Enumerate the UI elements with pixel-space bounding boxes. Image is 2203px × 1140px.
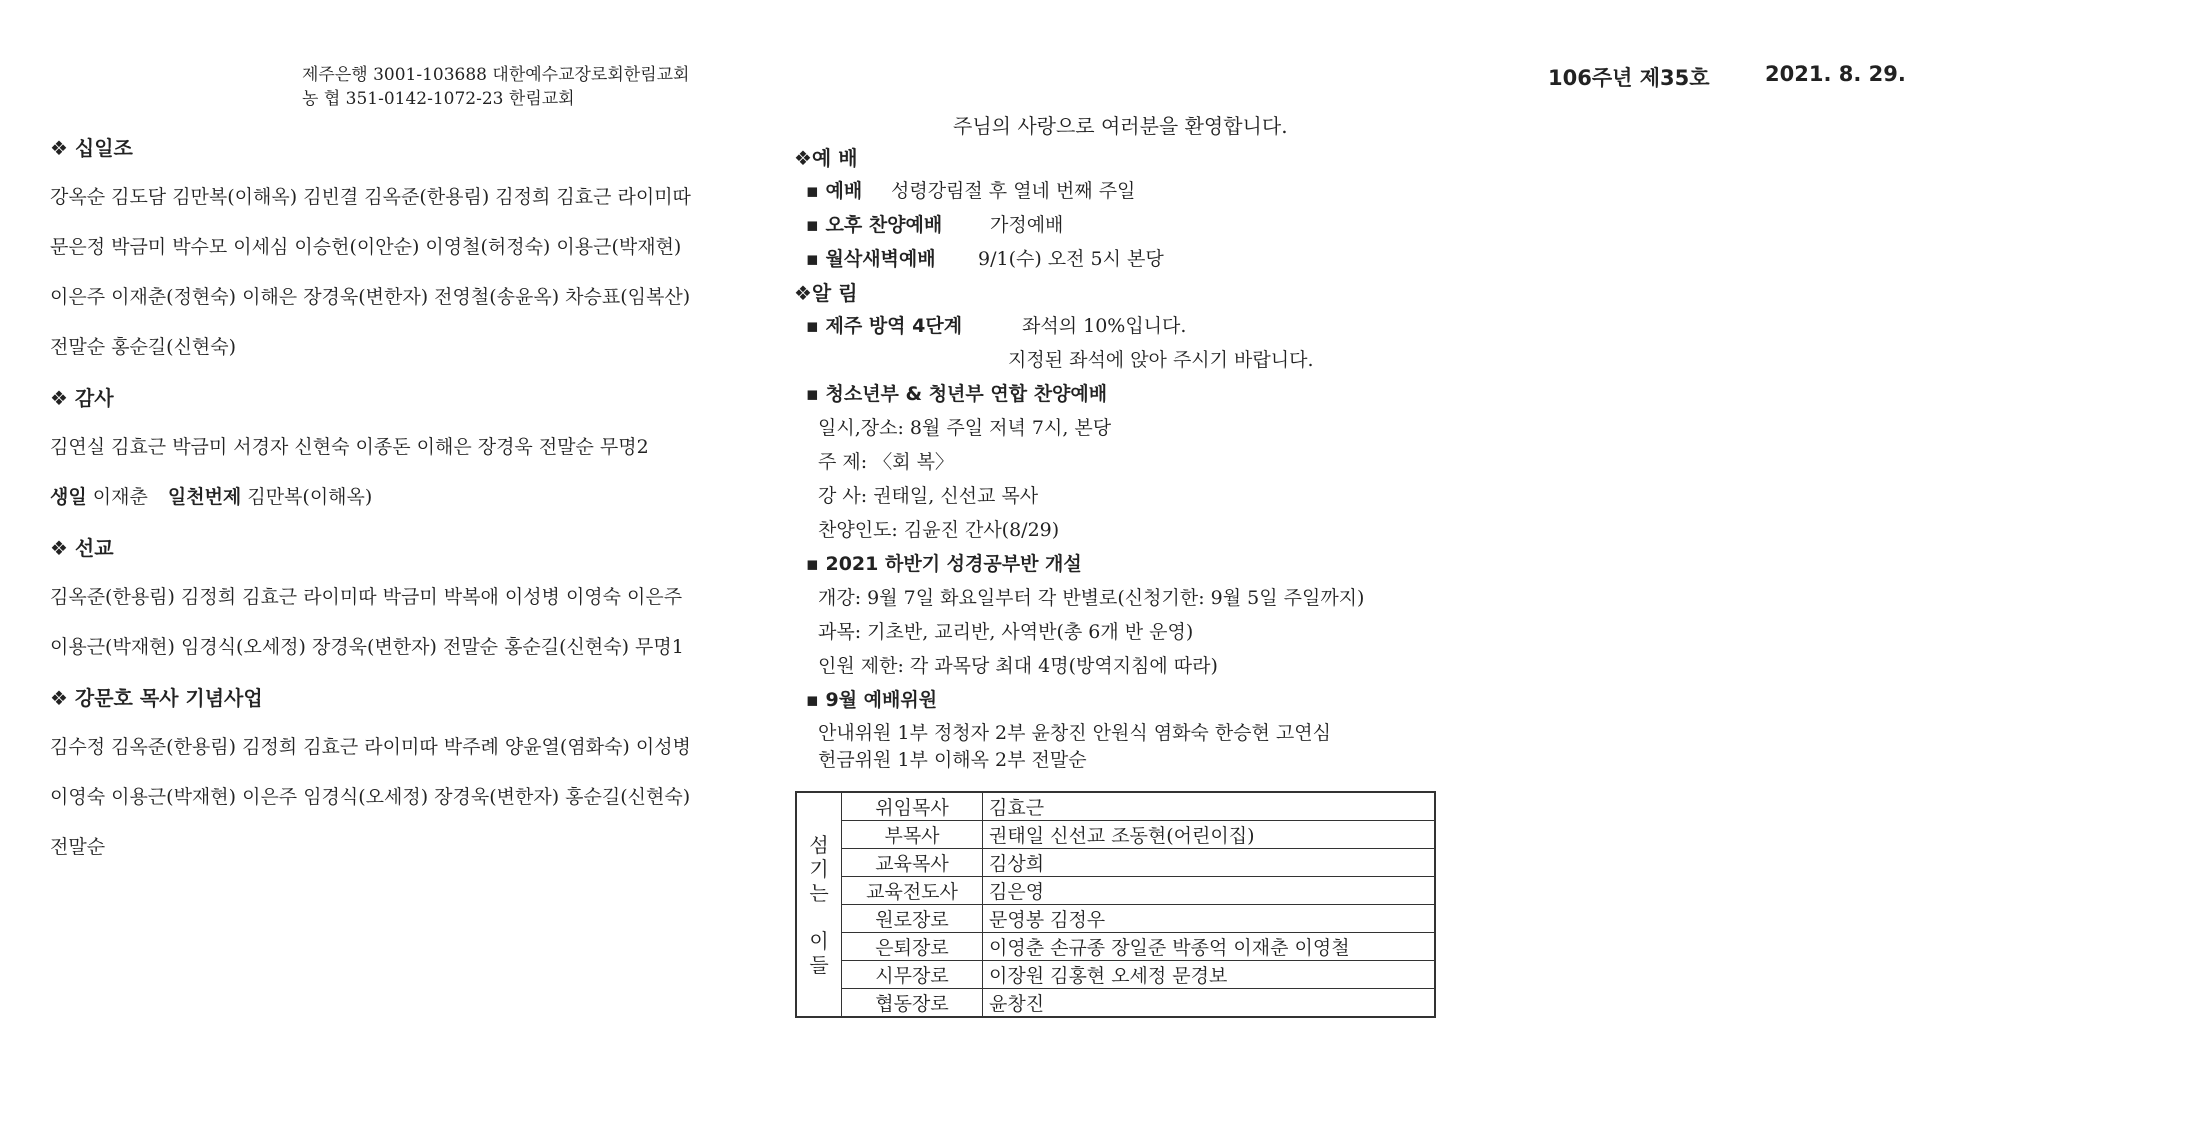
staff-names: 문영봉 김정우 — [983, 905, 1436, 933]
notice-detail: 인원 제한: 각 과목당 최대 4명(방역지침에 따라) — [818, 655, 1218, 677]
side-char: 이 — [809, 928, 829, 953]
staff-names: 권태일 신선교 조동현(어린이집) — [983, 821, 1436, 849]
birthday-row — [50, 482, 372, 509]
staff-names: 김상희 — [983, 849, 1436, 877]
side-spacer — [797, 905, 841, 929]
worship-title: ❖예 배 — [794, 146, 858, 170]
staff-role: 은퇴장로 — [842, 933, 983, 961]
issue-date: 2021. 8. 29. — [1765, 62, 1906, 86]
staff-names: 김효근 — [983, 792, 1436, 821]
notice-detail: 안내위원 1부 정청자 2부 윤창진 안원식 염화숙 한승현 고연심 — [818, 722, 1331, 744]
worship-item-value: 가정예배 — [990, 214, 1064, 236]
staff-side-label — [796, 792, 842, 1017]
notice-item-label: ▪ 2021 하반기 성경공부반 개설 — [806, 553, 1082, 575]
side-char: 섬 — [809, 832, 829, 857]
tithe-title: ❖ 십일조 — [50, 136, 133, 160]
notice-detail: 일시,장소: 8월 주일 저녁 7시, 본당 — [818, 417, 1112, 439]
bank-account-1: 제주은행 3001-103688 대한예수교장로회한림교회 — [302, 65, 690, 85]
notice-detail: 강 사: 권태일, 신선교 목사 — [818, 485, 1039, 507]
notice-item-label: ▪ 청소년부 & 청년부 연합 찬양예배 — [806, 383, 1108, 405]
table-row — [796, 905, 1435, 933]
table-row — [796, 961, 1435, 989]
notice-item-label: ▪ 제주 방역 4단계 — [806, 315, 963, 337]
staff-role: 위임목사 — [842, 792, 983, 821]
mission-line: 김옥준(한용림) 김정희 김효근 라이미따 박금미 박복애 이성병 이영숙 이은주 — [50, 586, 683, 608]
worship-item-label: ▪ 월삭새벽예배 — [806, 248, 936, 270]
table-row — [796, 877, 1435, 905]
table-row — [796, 792, 1435, 821]
notice-title: ❖알 림 — [794, 281, 858, 305]
notice-detail: 개강: 9월 7일 화요일부터 각 반별로(신청기한: 9월 5일 주일까지) — [818, 587, 1365, 609]
notice-item-label: ▪ 9월 예배위원 — [806, 689, 938, 711]
worship-item-value: 성령강림절 후 열네 번째 주일 — [891, 180, 1136, 202]
staff-table — [795, 791, 1436, 1018]
worship-item-label: ▪ 예배 — [806, 180, 863, 202]
welcome-text: 주님의 사랑으로 여러분을 환영합니다. — [953, 114, 1288, 138]
side-char: 들 — [809, 952, 829, 977]
table-row — [796, 989, 1435, 1018]
worship-item-label: ▪ 오후 찬양예배 — [806, 214, 943, 236]
notice-item-value: 지정된 좌석에 앉아 주시기 바랍니다. — [1008, 349, 1314, 371]
memorial-line: 이영숙 이용근(박재현) 이은주 임경식(오세정) 장경욱(변한자) 홍순길(신현숙) — [50, 786, 691, 808]
staff-role: 교육목사 — [842, 849, 983, 877]
memorial-title: ❖ 강문호 목사 기념사업 — [50, 686, 263, 710]
staff-role: 협동장로 — [842, 989, 983, 1018]
issue-number: 106주년 제35호 — [1548, 66, 1710, 90]
memorial-line: 전말순 — [50, 836, 106, 858]
memorial-line: 김수정 김옥준(한용림) 김정희 김효근 라이미따 박주례 양윤열(염화숙) 이성병 — [50, 736, 691, 758]
notice-detail: 주 제: 〈회 복〉 — [818, 451, 954, 473]
table-row — [796, 933, 1435, 961]
staff-names: 이영춘 손규종 장일준 박종억 이재춘 이영철 — [983, 933, 1436, 961]
birthday-name: 이재춘 — [92, 486, 148, 508]
mission-line: 이용근(박재현) 임경식(오세정) 장경욱(변한자) 전말순 홍순길(신현숙) 무명1 — [50, 636, 684, 658]
staff-names: 김은영 — [983, 877, 1436, 905]
ilchon-name: 김만복(이해옥) — [247, 486, 373, 508]
bank-account-2: 농 협 351-0142-1072-23 한림교회 — [302, 89, 575, 109]
staff-role: 교육전도사 — [842, 877, 983, 905]
birthday-label: 생일 — [50, 486, 87, 508]
tithe-line: 강옥순 김도담 김만복(이해옥) 김빈결 김옥준(한용림) 김정희 김효근 라이미따 — [50, 186, 691, 208]
tithe-line: 문은정 박금미 박수모 이세심 이승헌(이안순) 이영철(허정숙) 이용근(박재현) — [50, 236, 682, 258]
thanks-line: 김연실 김효근 박금미 서경자 신현숙 이종돈 이해은 장경욱 전말순 무명2 — [50, 436, 649, 458]
ilchon-label: 일천번제 — [167, 486, 242, 508]
table-row — [796, 849, 1435, 877]
notice-item-value: 좌석의 10%입니다. — [1022, 315, 1187, 337]
staff-names: 윤창진 — [983, 989, 1436, 1018]
tithe-line: 이은주 이재춘(정현숙) 이해은 장경욱(변한자) 전영철(송윤옥) 차승표(임복산) — [50, 286, 691, 308]
notice-detail: 찬양인도: 김윤진 간사(8/29) — [818, 519, 1060, 541]
mission-title: ❖ 선교 — [50, 536, 114, 560]
staff-role: 원로장로 — [842, 905, 983, 933]
worship-item-value: 9/1(수) 오전 5시 본당 — [978, 248, 1164, 270]
table-row — [796, 821, 1435, 849]
staff-role: 시무장로 — [842, 961, 983, 989]
notice-detail: 헌금위원 1부 이해옥 2부 전말순 — [818, 749, 1087, 771]
thanks-title: ❖ 감사 — [50, 386, 114, 410]
side-char: 기 — [809, 856, 829, 881]
staff-role: 부목사 — [842, 821, 983, 849]
tithe-line: 전말순 홍순길(신현숙) — [50, 336, 237, 358]
side-char: 는 — [809, 880, 829, 905]
staff-names: 이장원 김홍현 오세정 문경보 — [983, 961, 1436, 989]
notice-detail: 과목: 기초반, 교리반, 사역반(총 6개 반 운영) — [818, 621, 1194, 643]
